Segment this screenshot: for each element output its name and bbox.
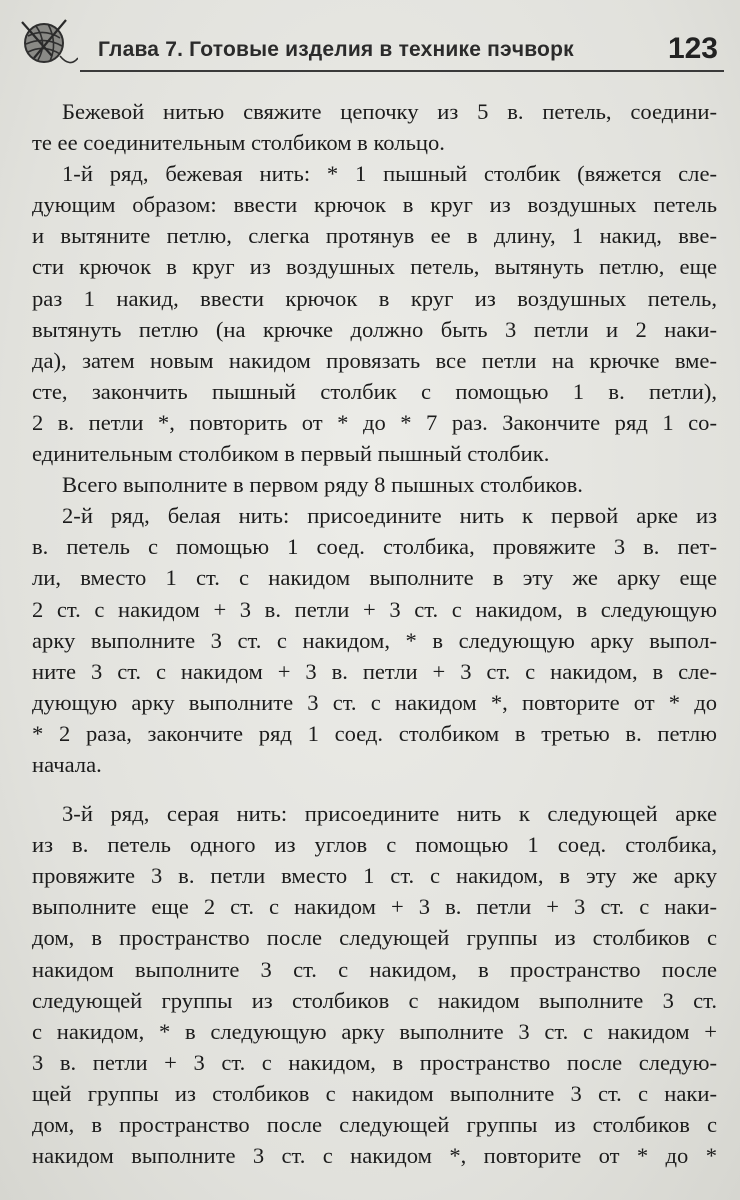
text-line: и вытяните петлю, слегка протянув ее в длину, 1 накид, вве- — [32, 223, 717, 249]
text-line: дующую арку выполните 3 ст. с накидом *, повторите от * до — [32, 689, 717, 715]
text-line: единительным столбиком в первый пышный столбик. — [32, 441, 550, 467]
text-line: Всего выполните в первом ряду 8 пышных столбиков. — [62, 472, 583, 498]
text-line: 3 в. петли + 3 ст. с накидом, в пространство после следую- — [32, 1049, 717, 1075]
paragraph-total — [32, 469, 717, 500]
text-line: да), затем новым накидом провязать все петли на крючке вме- — [32, 347, 717, 373]
page-number: 123 — [667, 32, 718, 65]
text-line: дующим образом: ввести крючок в круг из воздушных петель — [32, 192, 717, 218]
paragraph-row-1 — [32, 158, 717, 469]
chapter-title: Глава 7. Готовые изделия в технике пэчворк — [98, 38, 574, 61]
paragraph-intro — [32, 96, 717, 158]
text-line: 2-й ряд, белая нить: присоедините нить к первой арке из — [62, 503, 717, 529]
text-line: следующей группы из столбиков с накидом выполните 3 ст. — [32, 987, 717, 1013]
yarn-ball-icon — [18, 16, 78, 70]
paragraph-row-2 — [32, 500, 717, 780]
paragraph-row-3 — [32, 798, 717, 1171]
text-line: Бежевой нитью свяжите цепочку из 5 в. петель, соедини- — [62, 99, 717, 124]
body-text — [32, 96, 717, 1171]
text-line: те ее соединительным столбиком в кольцо. — [32, 130, 445, 156]
text-line: 2 ст. с накидом + 3 в. петли + 3 ст. с накидом, в следующую — [32, 596, 717, 622]
text-line: начала. — [32, 751, 102, 777]
text-line: 1-й ряд, бежевая нить: * 1 пышный столбик (вяжется сле- — [62, 161, 717, 187]
text-line: 2 в. петли *, повторить от * до * 7 раз. Закончите ряд 1 со- — [32, 409, 717, 435]
text-line: * 2 раза, закончите ряд 1 соед. столбиком в третью в. петлю — [32, 720, 717, 746]
header-rule — [80, 70, 724, 72]
text-line: из в. петель одного из углов с помощью 1 соед. столбика, — [32, 832, 717, 858]
text-line: с накидом, * в следующую арку выполните 3 ст. с накидом + — [32, 1018, 717, 1044]
text-line: накидом выполните 3 ст. с накидом, в пространство после — [32, 956, 717, 982]
text-line: провяжите 3 в. петли вместо 1 ст. с накидом, в эту же арку — [32, 863, 717, 889]
text-line: вытянуть петлю (на крючке должно быть 3 петли и 2 наки- — [32, 316, 717, 342]
text-line: сте, закончить пышный столбик с помощью 1 в. петли), — [32, 378, 717, 404]
text-line: сти крючок в круг из воздушных петель, вытянуть петлю, еще — [32, 254, 717, 280]
text-line: выполните еще 2 ст. с накидом + 3 в. петли + 3 ст. с наки- — [32, 894, 717, 920]
text-line: дом, в пространство после следующей группы из столбиков с — [32, 925, 717, 951]
text-line: ли, вместо 1 ст. с накидом выполните в эту же арку еще — [32, 565, 717, 591]
text-line: 3-й ряд, серая нить: присоедините нить к следующей арке — [62, 801, 717, 827]
text-line: щей группы из столбиков с накидом выполните 3 ст. с наки- — [32, 1080, 717, 1106]
text-line: раз 1 накид, ввести крючок в круг из воздушных петель, — [32, 285, 717, 311]
text-line: накидом выполните 3 ст. с накидом *, повторите от * до * — [32, 1143, 717, 1169]
text-line: арку выполните 3 ст. с накидом, * в следующую арку выпол- — [32, 627, 717, 653]
page-header — [18, 14, 724, 72]
text-line: дом, в пространство после следующей группы из столбиков с — [32, 1112, 717, 1137]
text-line: в. петель с помощью 1 соед. столбика, провяжите 3 в. пет- — [32, 534, 717, 560]
text-line: ните 3 ст. с накидом + 3 в. петли + 3 ст. с накидом, в сле- — [32, 658, 717, 684]
